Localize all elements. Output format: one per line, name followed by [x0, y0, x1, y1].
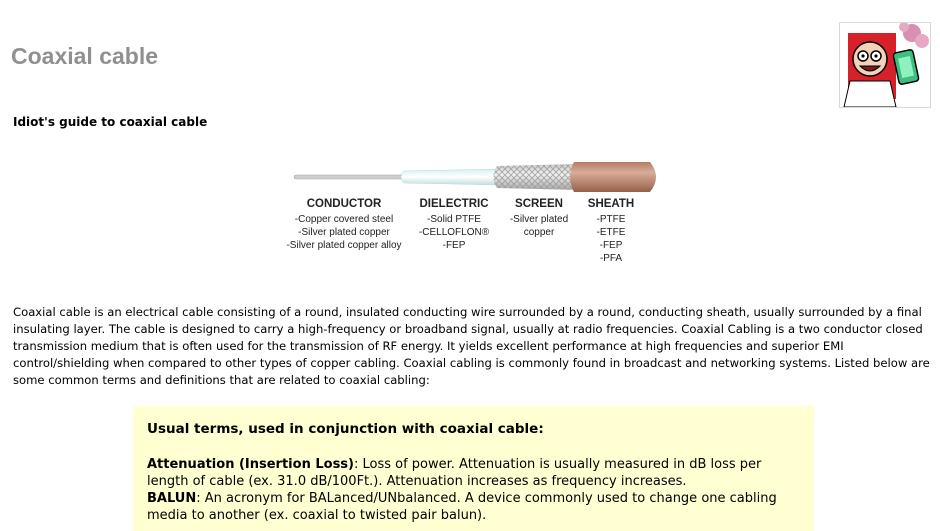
- legend-heading: DIELECTRIC: [419, 198, 489, 210]
- legend-item: -ETFE: [596, 227, 626, 238]
- legend-sheath: [582, 198, 640, 265]
- term-definition: : Loss of power. Attenuation is usually measured in dB loss per length of cable (ex. 31.0 dB/100Ft.). Attenuation increases as frequency increases.: [147, 457, 762, 489]
- screen-part: [494, 164, 583, 190]
- terms-box: [133, 406, 814, 531]
- legend-conductor: [280, 198, 408, 252]
- term-definition: : An acronym for BALanced/UNbalanced. A device commonly used to change one cabling media to another (ex. coaxial to twisted pair balun).: [147, 491, 777, 523]
- legend-item: -Silver plated: [509, 214, 569, 225]
- legend-item: copper: [523, 227, 555, 238]
- coaxial-cable-diagram: [292, 160, 664, 194]
- legend-item: -PTFE: [596, 214, 626, 225]
- legend-item: -FEP: [442, 240, 466, 251]
- dielectric-part: [401, 169, 502, 185]
- legend-dielectric: [418, 198, 490, 252]
- legend-item: -Solid PTFE: [427, 214, 481, 225]
- sheath-part: [570, 162, 656, 192]
- legend-item: -CELLOFLON®: [418, 227, 490, 238]
- page-subtitle: Idiot's guide to coaxial cable: [13, 115, 208, 129]
- terms-box-title: Usual terms, used in conjunction with coaxial cable:: [147, 421, 544, 437]
- legend-heading: SHEATH: [587, 198, 635, 210]
- legend-screen: [500, 198, 578, 239]
- term-name: BALUN: [147, 491, 197, 506]
- conductor-part: [294, 175, 412, 179]
- legend-heading: SCREEN: [515, 198, 563, 210]
- legend-item: -Copper covered steel: [294, 214, 394, 225]
- legend-item: -Silver plated copper: [298, 227, 390, 238]
- legend-item: -FEP: [599, 240, 623, 251]
- term-entry: [147, 490, 800, 524]
- legend-item: -PFA: [599, 253, 623, 264]
- intro-paragraph: Coaxial cable is an electrical cable consisting of a round, insulated conducting wire surrounded by a round, conducting sheath, usually surrounded by a final insulating layer. The cable is designed to carry a high-frequency or broadband signal, usually at radio frequencies. Coaxial Cabling is a two conductor closed transmission medium that is often used for the transmission of RF energy. It yields excellent performance at high frequencies and superior EMI control/shielding when compared to other types of copper cabling. Coaxial cabling is commonly found in broadcast and networking systems. Listed below are some common terms and definitions that are related to coaxial cabling:: [13, 305, 930, 387]
- term-name: Attenuation (Insertion Loss): [147, 457, 354, 472]
- term-entry: [147, 456, 800, 490]
- scientist-mascot-image: [839, 22, 931, 108]
- legend-heading: CONDUCTOR: [306, 198, 382, 210]
- page-title: Coaxial cable: [11, 43, 159, 69]
- legend-item: -Silver plated copper alloy: [286, 240, 402, 251]
